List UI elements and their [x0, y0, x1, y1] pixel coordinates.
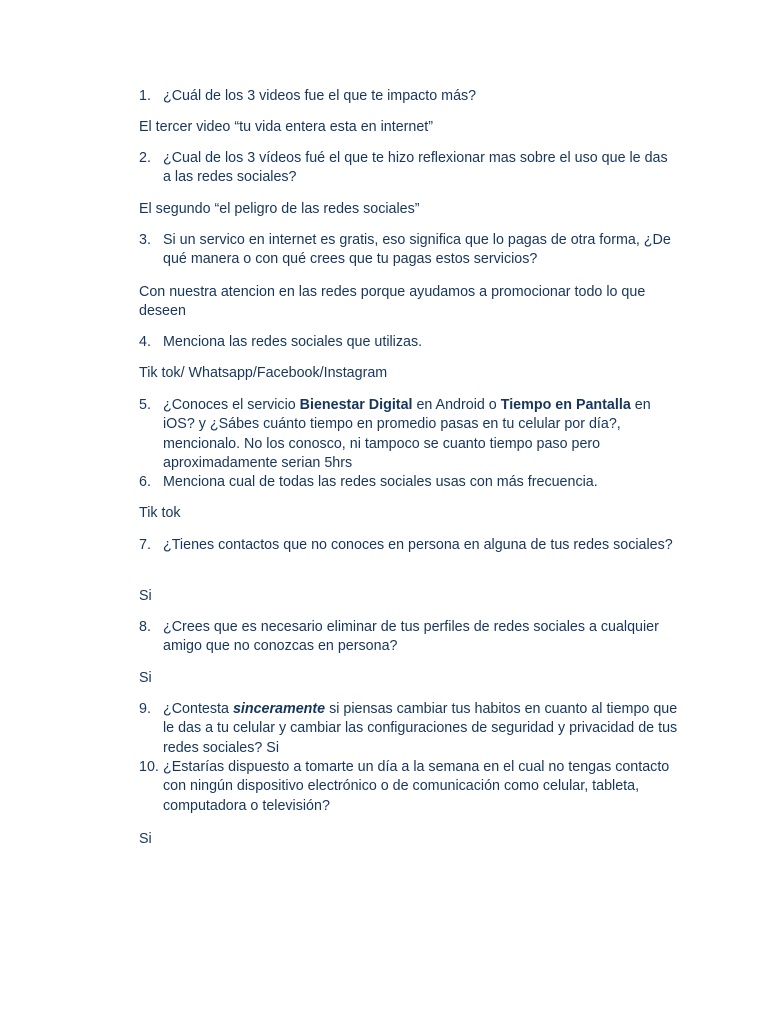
question-number: 5. [139, 397, 151, 413]
answer-10: Si [139, 831, 152, 847]
question-text: ¿Crees que es necesario eliminar de tus perfiles de redes sociales a cualquier amigo que no conozcas en persona? [163, 619, 659, 655]
answer-4: Tik tok/ Whatsapp/Facebook/Instagram [139, 365, 388, 381]
question-7 [139, 536, 679, 555]
question-number: 9. [139, 701, 151, 717]
question-text: Si un servico en internet es gratis, eso significa que lo pagas de otra forma, ¿De qué manera o con qué crees que tu pagas estos servicios? [163, 232, 671, 268]
question-text: ¿Estarías dispuesto a tomarte un día a la semana en el cual no tengas contacto con ningún dispositivo electrónico o de comunicación como celular, tableta, computadora o televisión? [163, 759, 670, 814]
question-number: 10. [139, 759, 159, 775]
question-2 [139, 149, 679, 188]
question-text-part: ¿Conoces el servicio [163, 397, 300, 413]
question-number: 8. [139, 619, 151, 635]
answer-6: Tik tok [139, 505, 181, 521]
answer-8: Si [139, 670, 152, 686]
question-8 [139, 618, 679, 657]
question-1 [139, 87, 679, 106]
question-text-part: ¿Contesta [163, 701, 233, 717]
question-text: ¿Tienes contactos que no conoces en persona en alguna de tus redes sociales? [163, 537, 673, 553]
answer-3: Con nuestra atencion en las redes porque ayudamos a promocionar todo lo que deseen [139, 284, 646, 320]
question-number: 4. [139, 334, 151, 350]
question-text-part: en iOS? y ¿Sábes cuánto tiempo en promedio pasas en tu celular por día?, mencionalo. No los conosco, ni tampoco se cuanto tiempo paso pero aproximadamente serian 5hrs [163, 397, 651, 472]
answer-7: Si [139, 588, 152, 604]
question-4 [139, 333, 679, 352]
bienestar-digital-term: Bienestar Digital [299, 397, 413, 413]
question-text: ¿Cual de los 3 vídeos fué el que te hizo reflexionar mas sobre el uso que le das a las redes sociales? [163, 150, 668, 186]
question-text: Menciona las redes sociales que utilizas. [163, 334, 423, 350]
answer-2: El segundo “el peligro de las redes sociales” [139, 201, 420, 217]
question-text [163, 396, 679, 474]
question-number: 2. [139, 150, 151, 166]
answer-1: El tercer video “tu vida entera esta en internet” [139, 119, 434, 135]
question-10 [139, 758, 679, 816]
question-6 [139, 473, 679, 492]
question-number: 3. [139, 232, 151, 248]
question-text-part: si piensas cambiar tus habitos en cuanto al tiempo que le das a tu celular y cambiar las configuraciones de seguridad y privacidad de tus redes sociales? Si [163, 701, 678, 756]
sinceramente-emphasis: sinceramente [232, 701, 326, 717]
question-text-part: en Android o [412, 397, 501, 413]
question-text [163, 700, 679, 758]
question-number: 7. [139, 537, 151, 553]
question-number: 1. [139, 88, 151, 104]
question-5 [139, 396, 679, 474]
question-text: Menciona cual de todas las redes sociales usas con más frecuencia. [163, 474, 598, 490]
question-number: 6. [139, 474, 151, 490]
question-text: ¿Cuál de los 3 videos fue el que te impacto más? [163, 88, 477, 104]
question-3 [139, 231, 679, 270]
tiempo-en-pantalla-term: Tiempo en Pantalla [500, 397, 631, 413]
question-9 [139, 700, 679, 758]
